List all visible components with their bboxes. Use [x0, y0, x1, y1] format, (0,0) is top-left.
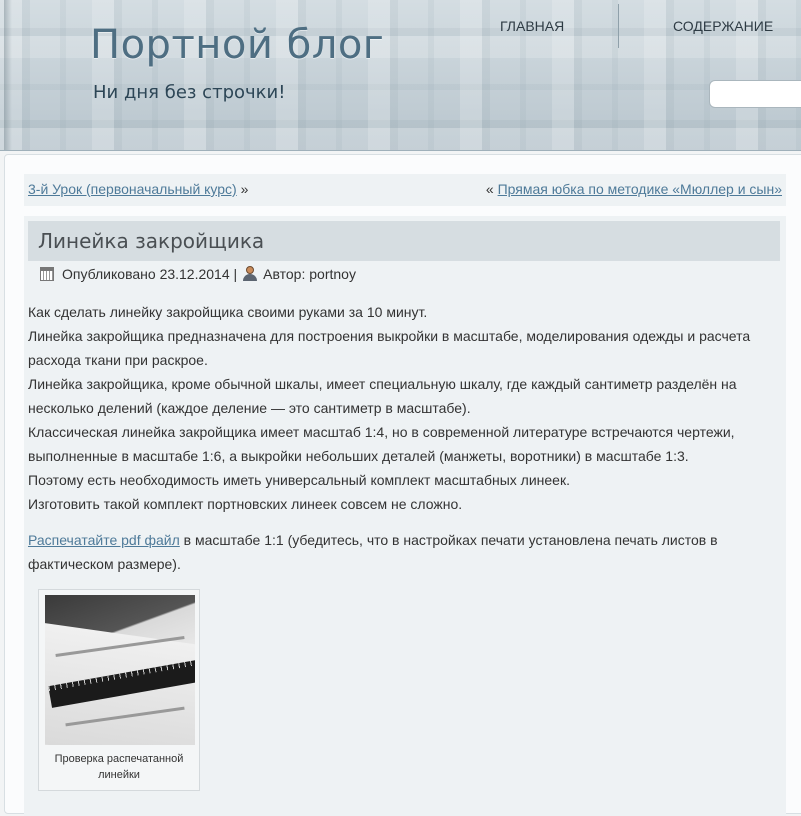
post-navigation [24, 174, 786, 206]
post-title: Линейка закройщика [38, 229, 265, 253]
next-post [486, 181, 782, 197]
nav-home[interactable]: ГЛАВНАЯ [500, 18, 565, 34]
next-arrow: « [485, 181, 494, 197]
search-input[interactable] [709, 80, 801, 108]
paragraph: Как сделать линейку закройщика своими руками за 10 минут. [28, 304, 428, 320]
figure [38, 589, 200, 791]
paragraph: Линейка закройщика, кроме обычной шкалы, имеет специальную шкалу, где каждый сантиметр разделён на несколько делений (каждое деление — это сантиметр в масштабе). [28, 376, 737, 416]
figure-caption: Проверка распечатанной линейки [54, 753, 184, 781]
nav-contents[interactable]: СОДЕРЖАНИЕ [673, 18, 774, 34]
published-prefix: Опубликовано [62, 266, 156, 282]
meta-separator: | [233, 266, 238, 282]
user-icon [243, 266, 257, 282]
ruler-photo[interactable] [45, 595, 195, 745]
prev-post-link[interactable]: 3-й Урок (первоначальный курс) [28, 181, 237, 197]
post-title-bar [28, 221, 780, 261]
calendar-icon [40, 267, 54, 281]
print-instructions [28, 528, 768, 576]
post-author[interactable]: portnoy [309, 266, 356, 282]
site-title[interactable]: Портной блог [90, 22, 385, 68]
header-shadow [4, 0, 12, 150]
next-post-link[interactable]: Прямая юбка по методике «Мюллер и сын» [497, 181, 782, 197]
paragraph: Изготовить такой комплект портновских линеек совсем не сложно. [28, 496, 463, 512]
paragraph: Поэтому есть необходимость иметь универсальный комплект масштабных линеек. [28, 472, 570, 488]
post-date[interactable]: 23.12.2014 [159, 266, 230, 282]
post-meta [40, 266, 356, 282]
site-header [0, 0, 801, 151]
site-tagline: Ни дня без строчки! [93, 82, 286, 103]
post-body [28, 300, 778, 516]
prev-arrow: » [240, 181, 249, 197]
print-text: в масштабе 1:1 (убедитесь, что в настройках печати установлена печать листов в фактическом размере). [28, 532, 718, 572]
paragraph: Классическая линейка закройщика имеет масштаб 1:4, но в современной литературе встречаются чертежи, выполненные в масштабе 1:6, а выкройки небольших деталей (манжеты, воротники) в масштабе 1:3. [28, 424, 735, 464]
nav-divider [618, 4, 619, 48]
paragraph: Линейка закройщика предназначена для построения выкройки в масштабе, моделирования одежды и расчета расхода ткани при раскрое. [28, 328, 751, 368]
author-prefix: Автор: [263, 266, 306, 282]
prev-post [28, 181, 248, 197]
pdf-download-link[interactable]: Распечатайте pdf файл [28, 532, 180, 548]
